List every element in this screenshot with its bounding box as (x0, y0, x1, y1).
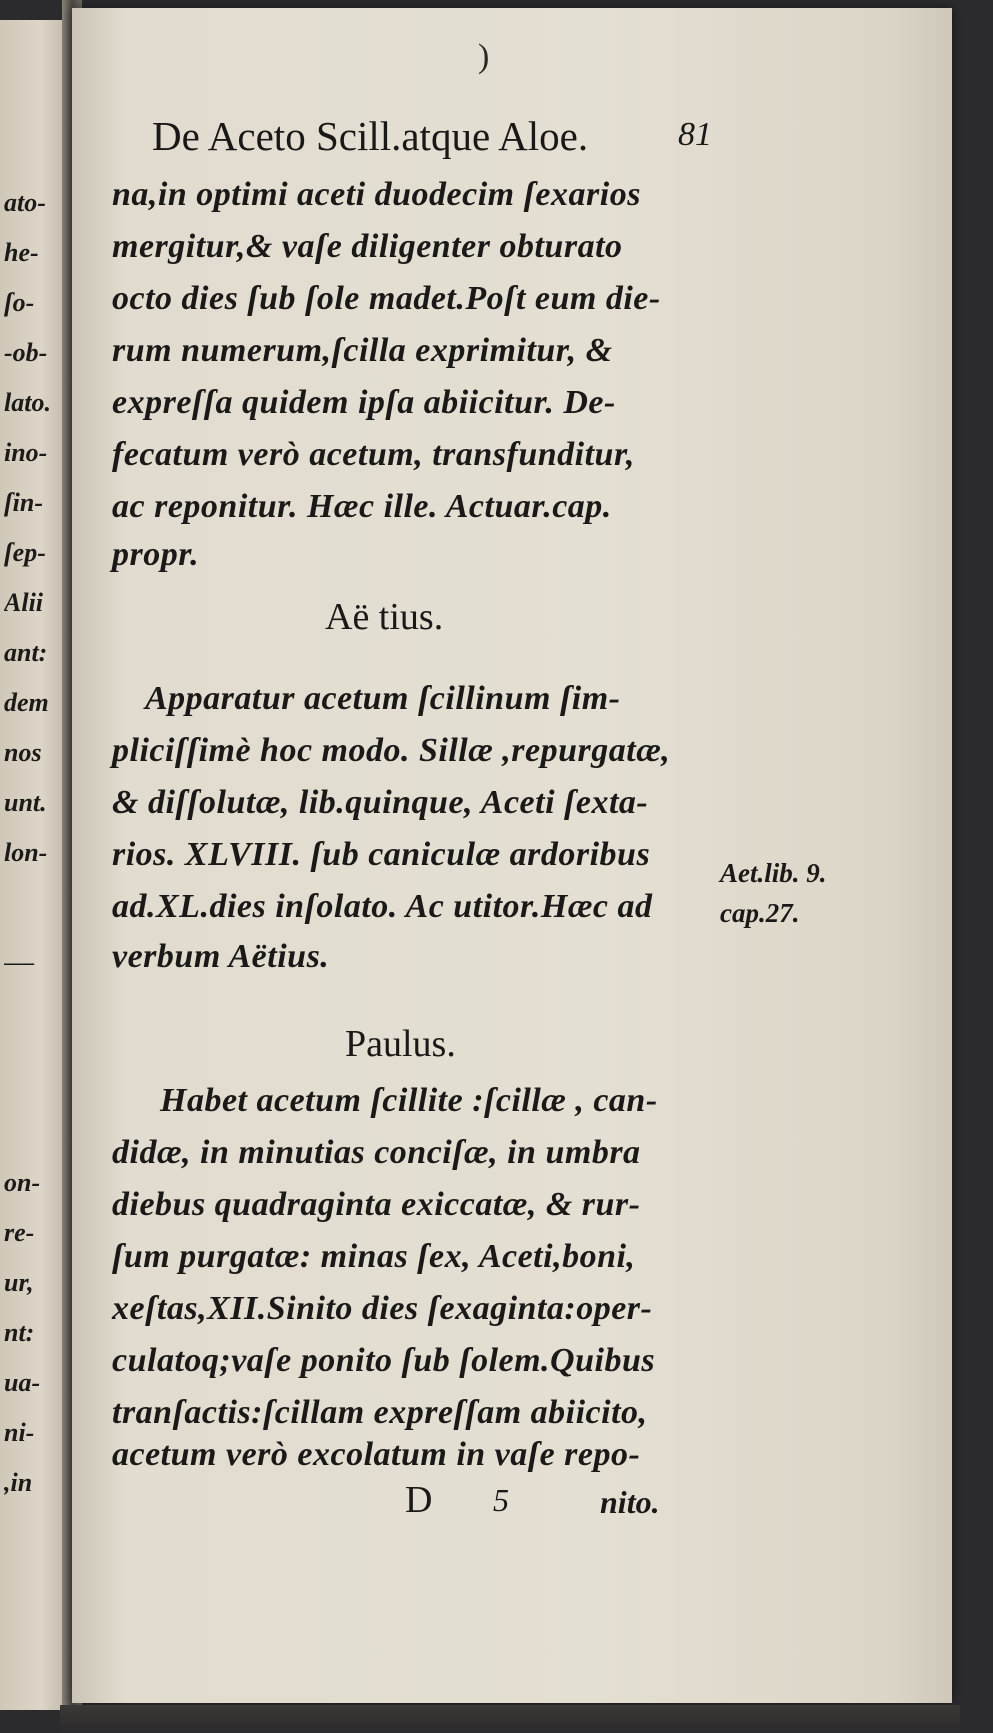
text-line: didæ, in minutias conciſæ, in umbra (112, 1134, 641, 1171)
left-fragment: ſo- (4, 288, 35, 317)
text-line: Apparatur acetum ſcillinum ſim- (145, 680, 621, 717)
left-fragment: ino- (4, 438, 48, 467)
text-line: ac reponitur. Hæc ille. Actuar.cap. (112, 488, 612, 525)
page-number: 81 (678, 116, 712, 153)
margin-note-line: cap.27. (720, 898, 800, 928)
left-fragment: nos (4, 738, 42, 767)
text-line: propr. (112, 536, 200, 573)
signature-letter: D (405, 1479, 433, 1521)
text-line: octo dies ſub ſole madet.Poſt eum die- (112, 280, 661, 317)
signature-number: 5 (493, 1482, 509, 1518)
left-fragment: ſin- (4, 488, 43, 517)
section-heading-paulus: Paulus. (345, 1023, 456, 1065)
text-line: diebus quadraginta exiccatæ, & rur- (112, 1186, 641, 1223)
left-fragment: re- (4, 1218, 35, 1247)
left-fragment: lato. (4, 388, 51, 417)
text-line: expreſſa quidem ipſa abiicitur. De- (112, 384, 616, 421)
text-line: pliciſſimè hoc modo. Sillæ ,repurgatæ, (112, 732, 671, 769)
text-line: & diſſolutæ, lib.quinque, Aceti ſexta- (112, 784, 649, 821)
page-bottom-shadow (60, 1705, 960, 1733)
left-fragment: lon- (4, 838, 48, 867)
left-fragment: ſep- (4, 538, 46, 567)
text-line: mergitur,& vaſe diligenter obturato (112, 228, 623, 265)
text-line: xeſtas,XII.Sinito dies ſexaginta:oper- (112, 1290, 653, 1327)
left-fragment: ni- (4, 1418, 35, 1447)
top-mark: ) (478, 38, 490, 75)
left-fragment: ato- (4, 188, 46, 217)
left-fragment: dem (4, 688, 49, 717)
left-fragment-rule: — (4, 945, 34, 978)
catchword: nito. (600, 1484, 660, 1520)
text-line: tranſactis:ſcillam expreſſam abiicito, (112, 1394, 648, 1431)
text-line: culatoq;vaſe ponito ſub ſolem.Quibus (112, 1342, 656, 1379)
left-fragment: ur, (4, 1268, 34, 1297)
left-fragment: -ob- (4, 338, 48, 367)
left-fragment: ant: (4, 638, 48, 667)
margin-note-line: Aet.lib. 9. (720, 858, 827, 888)
left-fragment: on- (4, 1168, 41, 1197)
text-line: ad.XL.dies inſolato. Ac utitor.Hæc ad (112, 888, 653, 925)
left-fragment: unt. (4, 788, 47, 817)
section-heading-aetius: Aë tius. (325, 596, 444, 638)
running-header (152, 112, 712, 162)
text-line: Habet acetum ſcillite :ſcillæ , can- (160, 1082, 658, 1119)
left-fragment: ,in (4, 1468, 33, 1497)
text-line: acetum verò excolatum in vaſe repo- (112, 1436, 641, 1473)
text-line: na,in optimi aceti duodecim ſexarios (112, 176, 641, 213)
left-fragment: nt: (4, 1318, 35, 1347)
running-title: De Aceto Scill.atque Aloe. (152, 113, 589, 159)
text-line: verbum Aëtius. (112, 938, 330, 975)
text-line: ſum purgatæ: minas ſex, Aceti,boni, (112, 1238, 636, 1275)
text-line: rios. XLVIII. ſub caniculæ ardoribus (112, 836, 651, 873)
left-fragment: ua- (4, 1368, 41, 1397)
left-fragment: he- (4, 238, 39, 267)
text-line: fecatum verò acetum, transfunditur, (112, 436, 635, 473)
text-line: rum numerum,ſcilla exprimitur, & (112, 332, 613, 369)
left-fragment: Alii (4, 588, 44, 617)
